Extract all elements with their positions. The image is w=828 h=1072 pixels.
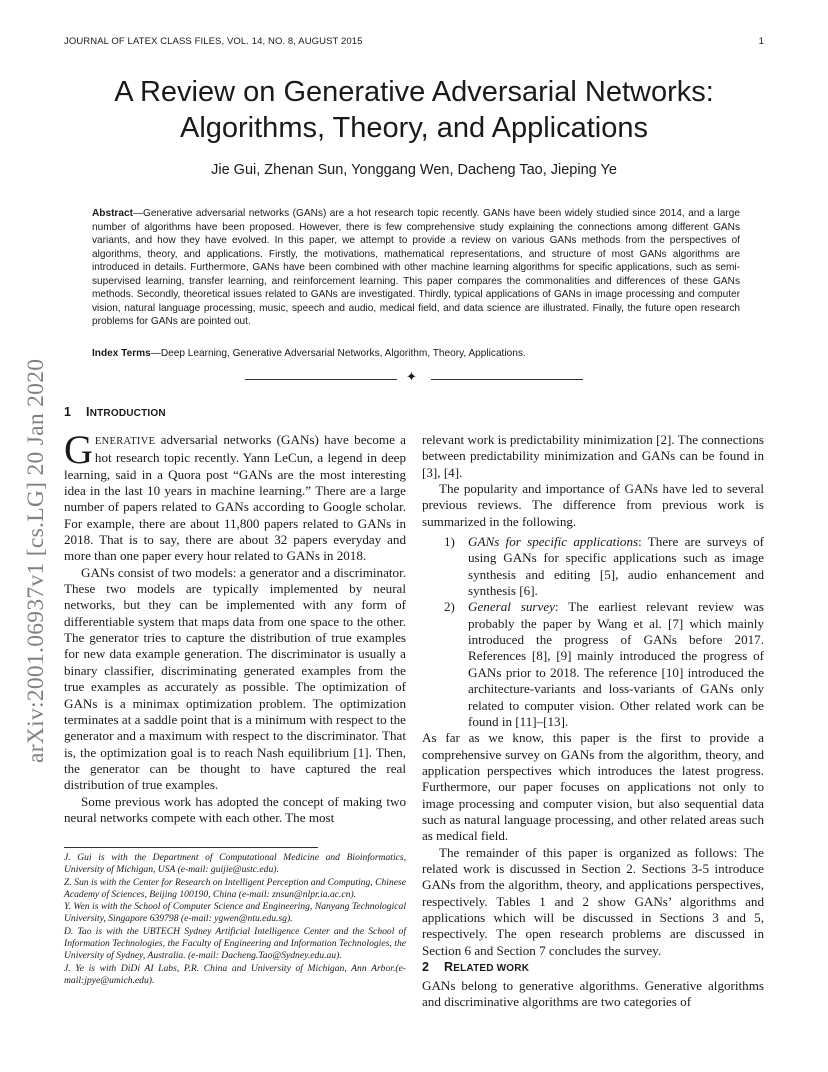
footnote-ye: J. Ye is with DiDi AI Labs, P.R. China and University of Michigan, Ann Arbor.(e-mail:jpye@umich.edu). <box>64 962 406 986</box>
list-item-term: General survey <box>468 599 555 615</box>
list-item <box>422 534 764 599</box>
section-heading-related-work <box>422 960 529 974</box>
section-heading-introduction <box>64 405 166 419</box>
abstract <box>92 207 740 329</box>
review-list <box>422 534 764 730</box>
title-line-1: A Review on Generative Adversarial Networks: <box>114 76 714 108</box>
list-item-number: 1) <box>444 534 455 550</box>
footnote-rule <box>64 847 318 848</box>
index-terms <box>92 348 740 359</box>
author-footnotes <box>64 852 406 987</box>
divider-line-right <box>431 379 583 380</box>
list-item-text: : The earliest relevant review was probably the paper by Wang et al. [7] which mainly introduced the progress of GANs before 2017. References [8], [9] mainly introduced the progress of GANs prior to 2018. The reference [10] introduced the architecture-variants and loss-variants of GANs only related to computer vision. Other related work can be found in [11]–[13]. <box>468 599 764 729</box>
footnote-gui: J. Gui is with the Department of Computational Medicine and Bioinformatics, University of Michigan, USA (e-mail: guijie@ustc.edu). <box>64 852 406 876</box>
footnote-tao: D. Tao is with the UBTECH Sydney Artificial Intelligence Center and the School of Information Technologies, the Faculty of Engineering and Information Technologies, the University of Sydney, Australia. (e-mail: Dacheng.Tao@Sydney.edu.au). <box>64 925 406 962</box>
index-terms-label: Index Terms <box>92 348 151 359</box>
right-paragraph-1: relevant work is predictability minimization [2]. The connections between predictability minimization and GANs can be found in [3], [4]. <box>422 432 764 480</box>
index-terms-text: —Deep Learning, Generative Adversarial Networks, Algorithm, Theory, Applications. <box>150 348 526 359</box>
right-column <box>422 432 764 959</box>
list-item-text: : There are surveys of using GANs for specific applications such as image synthesis and editing [5], audio enhancement and synthesis [6]. <box>468 534 765 599</box>
section-title-rest: ELATED WORK <box>453 963 530 974</box>
intro-paragraph-2: GANs consist of two models: a generator and a discriminator. These two models are typically implemented by neural networks, but they can be implemented with any form of differentiable system that maps data from one space to the other. The generator tries to capture the distribution of true examples for new data example generation. The discriminator is usually a binary classifier, discriminating generated examples from the true examples as accurately as possible. The optimization of GANs is a minimax optimization problem. The optimization terminates at a saddle point that is a minimum with respect to the generator and a maximum with respect to the discriminator. That is, the optimization goal is to reach Nash equilibrium [1]. Then, the generator can be thought to have captured the real distribution of true examples. <box>64 564 406 793</box>
abstract-text: —Generative adversarial networks (GANs) are a hot research topic recently. GANs have been widely studied since 2014, and a large number of algorithms have been proposed. However, there is few comprehensive study explaining the connections among different GANs variants, and how they have evolved. In this paper, we attempt to provide a review on various GANs methods from the perspectives of algorithms, theory, and applications. Firstly, the motivations, mathematical representations, and structure of most GANs algorithms are introduced in details. Furthermore, GANs have been combined with other machine learning algorithms for specific applications, such as semi-supervised learning, transfer learning, and reinforcement learning. This paper compares the commonalities and differences of these GANs methods. Secondly, theoretical issues related to GANs are investigated. Thirdly, typical applications of GANs in image processing and computer vision, natural language processing, music, speech and audio, medical field, and data science are illustrated. Finally, the future open research problems for GANs are pointed out. <box>92 208 740 327</box>
section-number: 1 <box>64 405 72 419</box>
intro-paragraph-1 <box>64 427 406 565</box>
section-title-initial: I <box>86 405 90 419</box>
footnote-sun: Z. Sun is with the Center for Research on Intelligent Perception and Computing, Chinese Academy of Sciences, Beijing 100190, China (e-mail: znsun@nlpr.ia.ac.cn). <box>64 876 406 900</box>
list-item-term: GANs for specific applications <box>468 534 639 550</box>
right-paragraph-2: The popularity and importance of GANs have led to several previous reviews. The difference from previous work is summarized in the following. <box>422 481 764 529</box>
page-number: 1 <box>758 36 764 47</box>
running-header <box>64 36 764 50</box>
section-title-initial: R <box>444 960 454 974</box>
section-divider <box>245 370 583 385</box>
abstract-label: Abstract <box>92 208 133 219</box>
left-column <box>64 427 406 826</box>
intro-paragraph-3: Some previous work has adopted the concept of making two neural networks compete with each other. The most <box>64 793 406 825</box>
list-item-number: 2) <box>444 599 455 615</box>
footnote-wen: Y. Wen is with the School of Computer Science and Engineering, Nanyang Technological University, Singapore 639798 (e-mail: ygwen@ntu.edu.sg). <box>64 901 406 925</box>
right-paragraph-3: As far as we know, this paper is the first to provide a comprehensive survey on GANs from the algorithm, theory, and application perspectives which introduces the latest progress. Furthermore, our paper focuses on applications not only to image processing and computer vision, but also sequential data such as natural language processing, and other related areas such as medical field. <box>422 730 764 844</box>
section-title-rest: NTRODUCTION <box>89 408 166 419</box>
list-item <box>422 599 764 730</box>
divider-star-icon: ✦ <box>406 370 417 385</box>
journal-name: JOURNAL OF LATEX CLASS FILES, VOL. 14, NO. 8, AUGUST 2015 <box>64 36 363 47</box>
paper-title <box>40 74 788 146</box>
section-number: 2 <box>422 960 430 974</box>
right-paragraph-4: The remainder of this paper is organized as follows: The related work is discussed in Section 2. Sections 3-5 introduce GANs from the algorithm, theory, and applications perspectives, respectively. Tables 1 and 2 show GANs’ algorithms and applications which will be discussed in Sections 3 and 5, respectively. The open research problems are discussed in Section 6 and Section 7 concludes the survey. <box>422 844 764 958</box>
arxiv-side-stamp <box>21 295 49 765</box>
title-line-2: Algorithms, Theory, and Applications <box>179 112 648 144</box>
arxiv-identifier: arXiv:2001.06937v1 [cs.LG] 20 Jan 2020 <box>23 358 49 763</box>
divider-line-left <box>245 379 397 380</box>
small-caps-word: ENERATIVE <box>94 436 156 447</box>
drop-cap: G <box>64 427 93 472</box>
related-work-paragraph-1: GANs belong to generative algorithms. Generative algorithms and discriminative algorithms are two categories of <box>422 978 764 1010</box>
related-work-column <box>422 978 764 1011</box>
intro-paragraph-1-text: adversarial networks (GANs) have become a hot research topic recently. Yann LeCun, a legend in deep learning, said in a Quora post “GANs are the most interesting idea in the last 10 years in machine learning.” There are a large number of papers related to GANs according to Google scholar. For example, there are about 11,800 papers related to GANs in 2018. That is to say, there are about 32 papers everyday and more than one paper every hour related to GANs in 2018. <box>64 432 406 564</box>
author-list: Jie Gui, Zhenan Sun, Yonggang Wen, Dacheng Tao, Jieping Ye <box>211 162 617 178</box>
